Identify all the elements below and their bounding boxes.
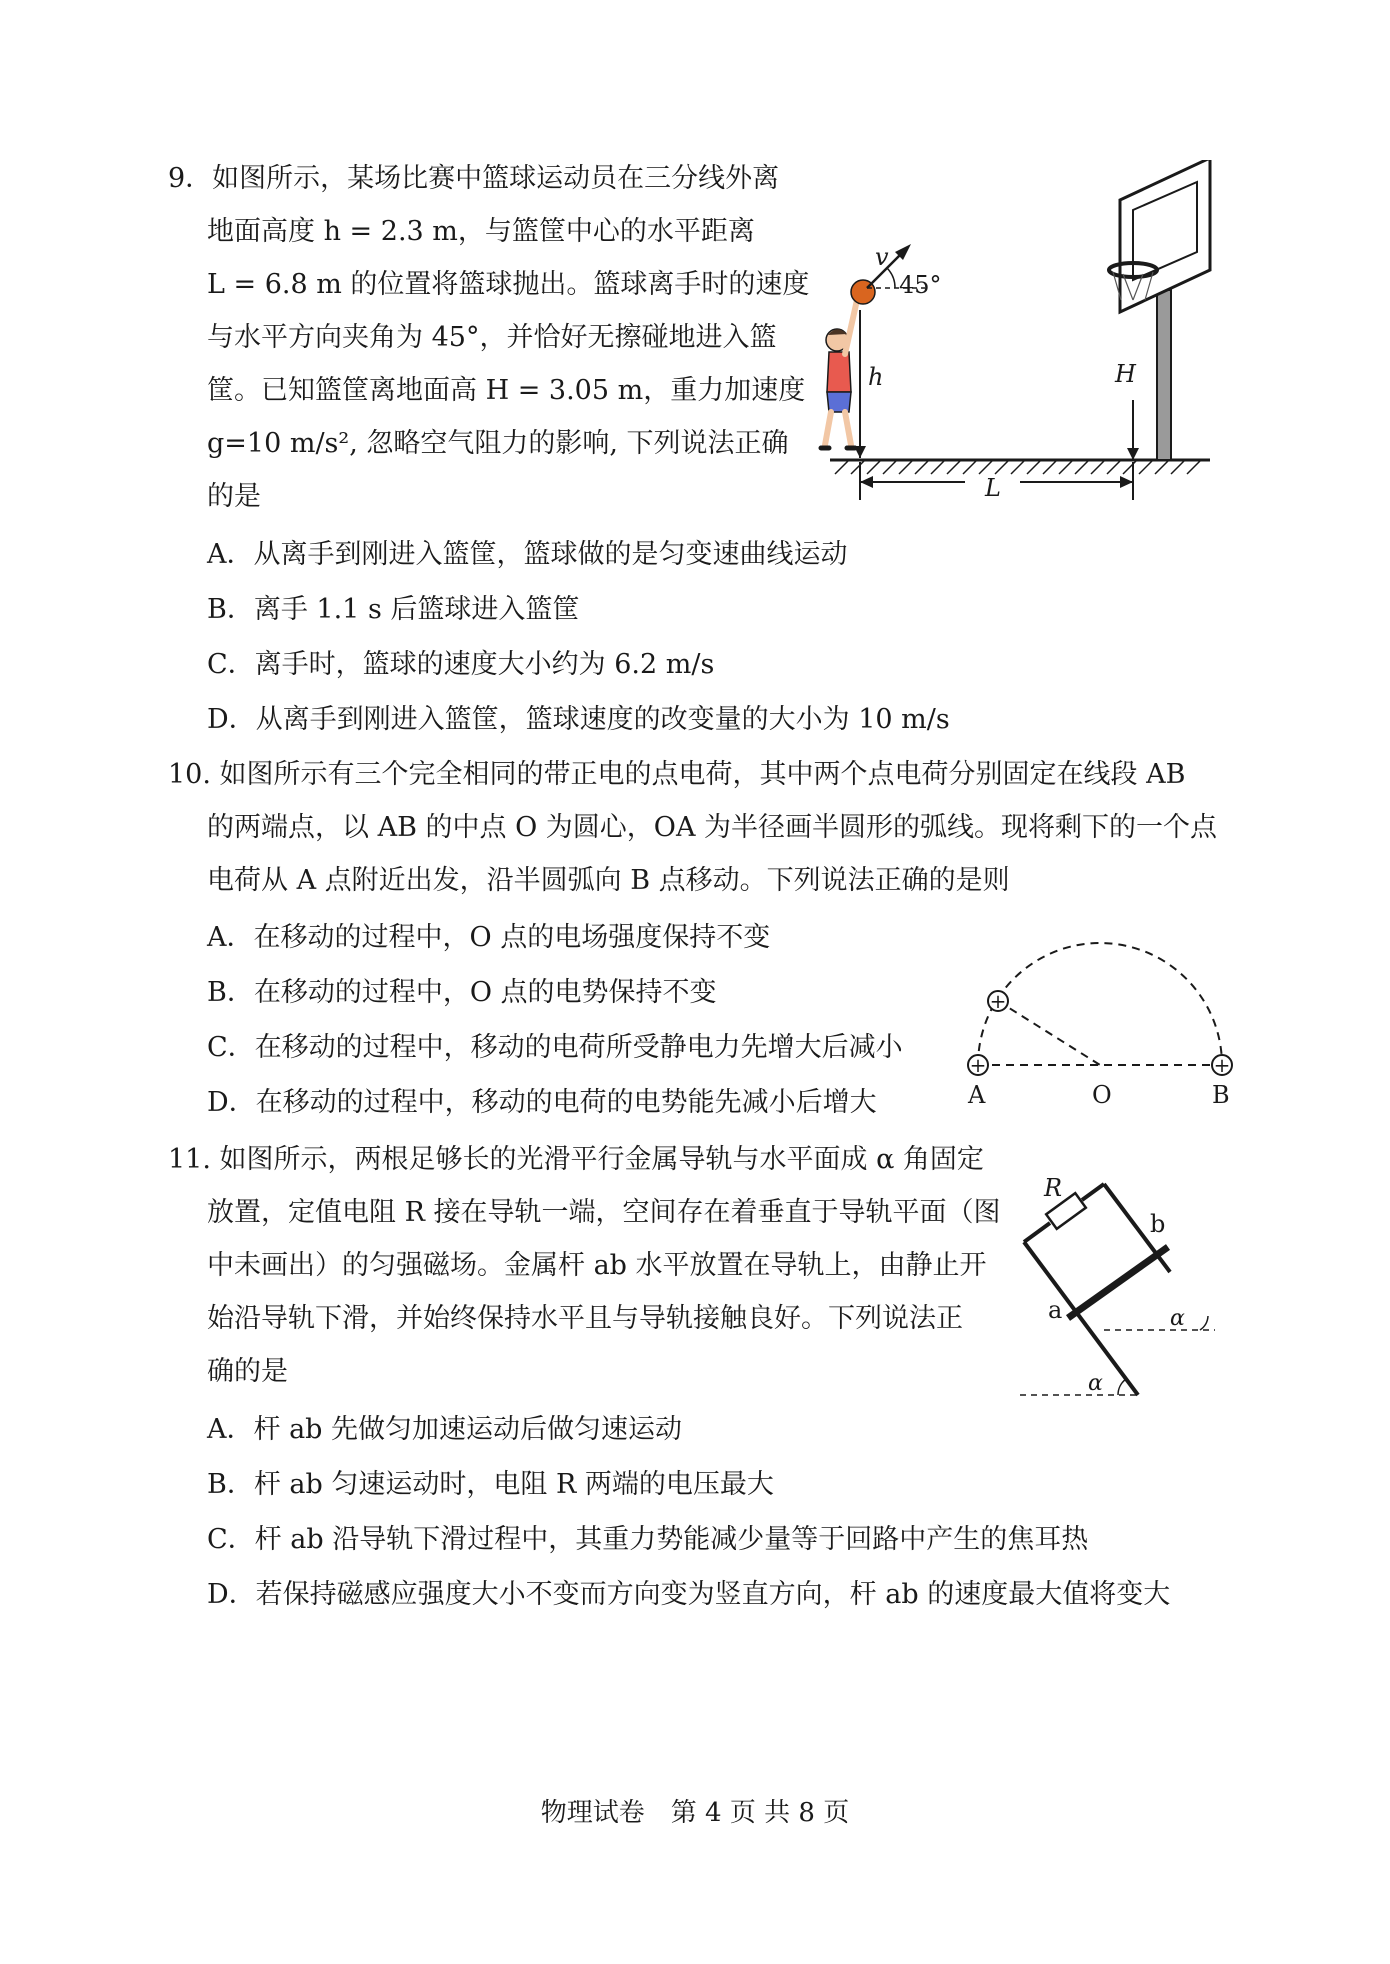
q9-line-6: g=10 m/s², 忽略空气阻力的影响, 下列说法正确 xyxy=(207,428,789,459)
q9-line-1: 9．如图所示，某场比赛中篮球运动员在三分线外离 xyxy=(168,163,780,194)
q10-option-a: A．在移动的过程中，O 点的电场强度保持不变 xyxy=(207,922,771,953)
label-v: v xyxy=(875,243,889,271)
page-footer: 物理试卷 第 4 页 共 8 页 xyxy=(540,1798,850,1828)
label-alpha-bottom: α xyxy=(1088,1371,1103,1396)
q11-option-b: B．杆 ab 匀速运动时，电阻 R 两端的电压最大 xyxy=(207,1469,774,1500)
q9-line-3: L = 6.8 m 的位置将篮球抛出。篮球离手时的速度 xyxy=(207,269,810,300)
charge-a-sign: + xyxy=(969,1053,987,1077)
label-B: B xyxy=(1212,1081,1230,1109)
q9-option-b: B．离手 1.1 s 后篮球进入篮筐 xyxy=(207,594,580,625)
q10-line-2: 的两端点，以 AB 的中点 O 为圆心，OA 为半径画半圆形的弧线。现将剩下的一个点 xyxy=(207,812,1218,843)
q9-option-c: C．离手时，篮球的速度大小约为 6.2 m/s xyxy=(207,649,715,680)
q9-line-4: 与水平方向夹角为 45°，并恰好无擦碰地进入篮 xyxy=(207,322,777,353)
q11-line-4: 始沿导轨下滑，并始终保持水平且与导轨接触良好。下列说法正 xyxy=(207,1303,963,1334)
label-R: R xyxy=(1044,1174,1063,1202)
q9-line-5: 筐。已知篮筐离地面高 H = 3.05 m，重力加速度 xyxy=(207,375,806,406)
label-45deg: 45° xyxy=(899,271,942,299)
label-H: H xyxy=(1115,360,1136,388)
label-b: b xyxy=(1150,1210,1166,1238)
charges-figure xyxy=(950,925,1250,1115)
charge-b-sign: + xyxy=(1213,1053,1231,1077)
label-h: h xyxy=(868,363,884,391)
label-A: A xyxy=(968,1081,986,1109)
q10-option-c: C．在移动的过程中，移动的电荷所受静电力先增大后减小 xyxy=(207,1032,903,1063)
rails-figure xyxy=(1020,1170,1230,1410)
label-L: L xyxy=(985,474,1001,502)
q11-line-3: 中未画出）的匀强磁场。金属杆 ab 水平放置在导轨上，由静止开 xyxy=(207,1250,987,1281)
q10-line-1: 10. 如图所示有三个完全相同的带正电的点电荷，其中两个点电荷分别固定在线段 AB xyxy=(168,759,1186,790)
player-illustration xyxy=(821,300,857,448)
q10-option-b: B．在移动的过程中，O 点的电势保持不变 xyxy=(207,977,717,1008)
q11-option-c: C．杆 ab 沿导轨下滑过程中，其重力势能减少量等于回路中产生的焦耳热 xyxy=(207,1524,1089,1555)
q11-option-d: D．若保持磁感应强度大小不变而方向变为竖直方向，杆 ab 的速度最大值将变大 xyxy=(207,1579,1171,1610)
label-O: O xyxy=(1092,1081,1112,1109)
q11-line-5: 确的是 xyxy=(207,1356,288,1387)
moving-charge-sign: + xyxy=(989,989,1007,1013)
q11-line-1: 11. 如图所示，两根足够长的光滑平行金属导轨与水平面成 α 角固定 xyxy=(168,1144,984,1175)
q9-option-d: D．从离手到刚进入篮筐，篮球速度的改变量的大小为 10 m/s xyxy=(207,704,950,735)
label-a: a xyxy=(1048,1296,1063,1324)
q9-line-2: 地面高度 h = 2.3 m，与篮筐中心的水平距离 xyxy=(207,216,755,247)
q9-option-a: A．从离手到刚进入篮筐，篮球做的是匀变速曲线运动 xyxy=(207,539,848,570)
q10-option-d: D．在移动的过程中，移动的电荷的电势能先减小后增大 xyxy=(207,1087,877,1118)
q10-line-3: 电荷从 A 点附近出发，沿半圆弧向 B 点移动。下列说法正确的是则 xyxy=(207,865,1010,896)
q11-line-2: 放置，定值电阻 R 接在导轨一端，空间存在着垂直于导轨平面（图 xyxy=(207,1197,1001,1228)
q9-line-7: 的是 xyxy=(207,481,261,512)
q11-option-a: A．杆 ab 先做匀加速运动后做匀速运动 xyxy=(207,1414,683,1445)
basketball-figure xyxy=(815,160,1215,510)
label-alpha-top: α xyxy=(1170,1306,1185,1331)
